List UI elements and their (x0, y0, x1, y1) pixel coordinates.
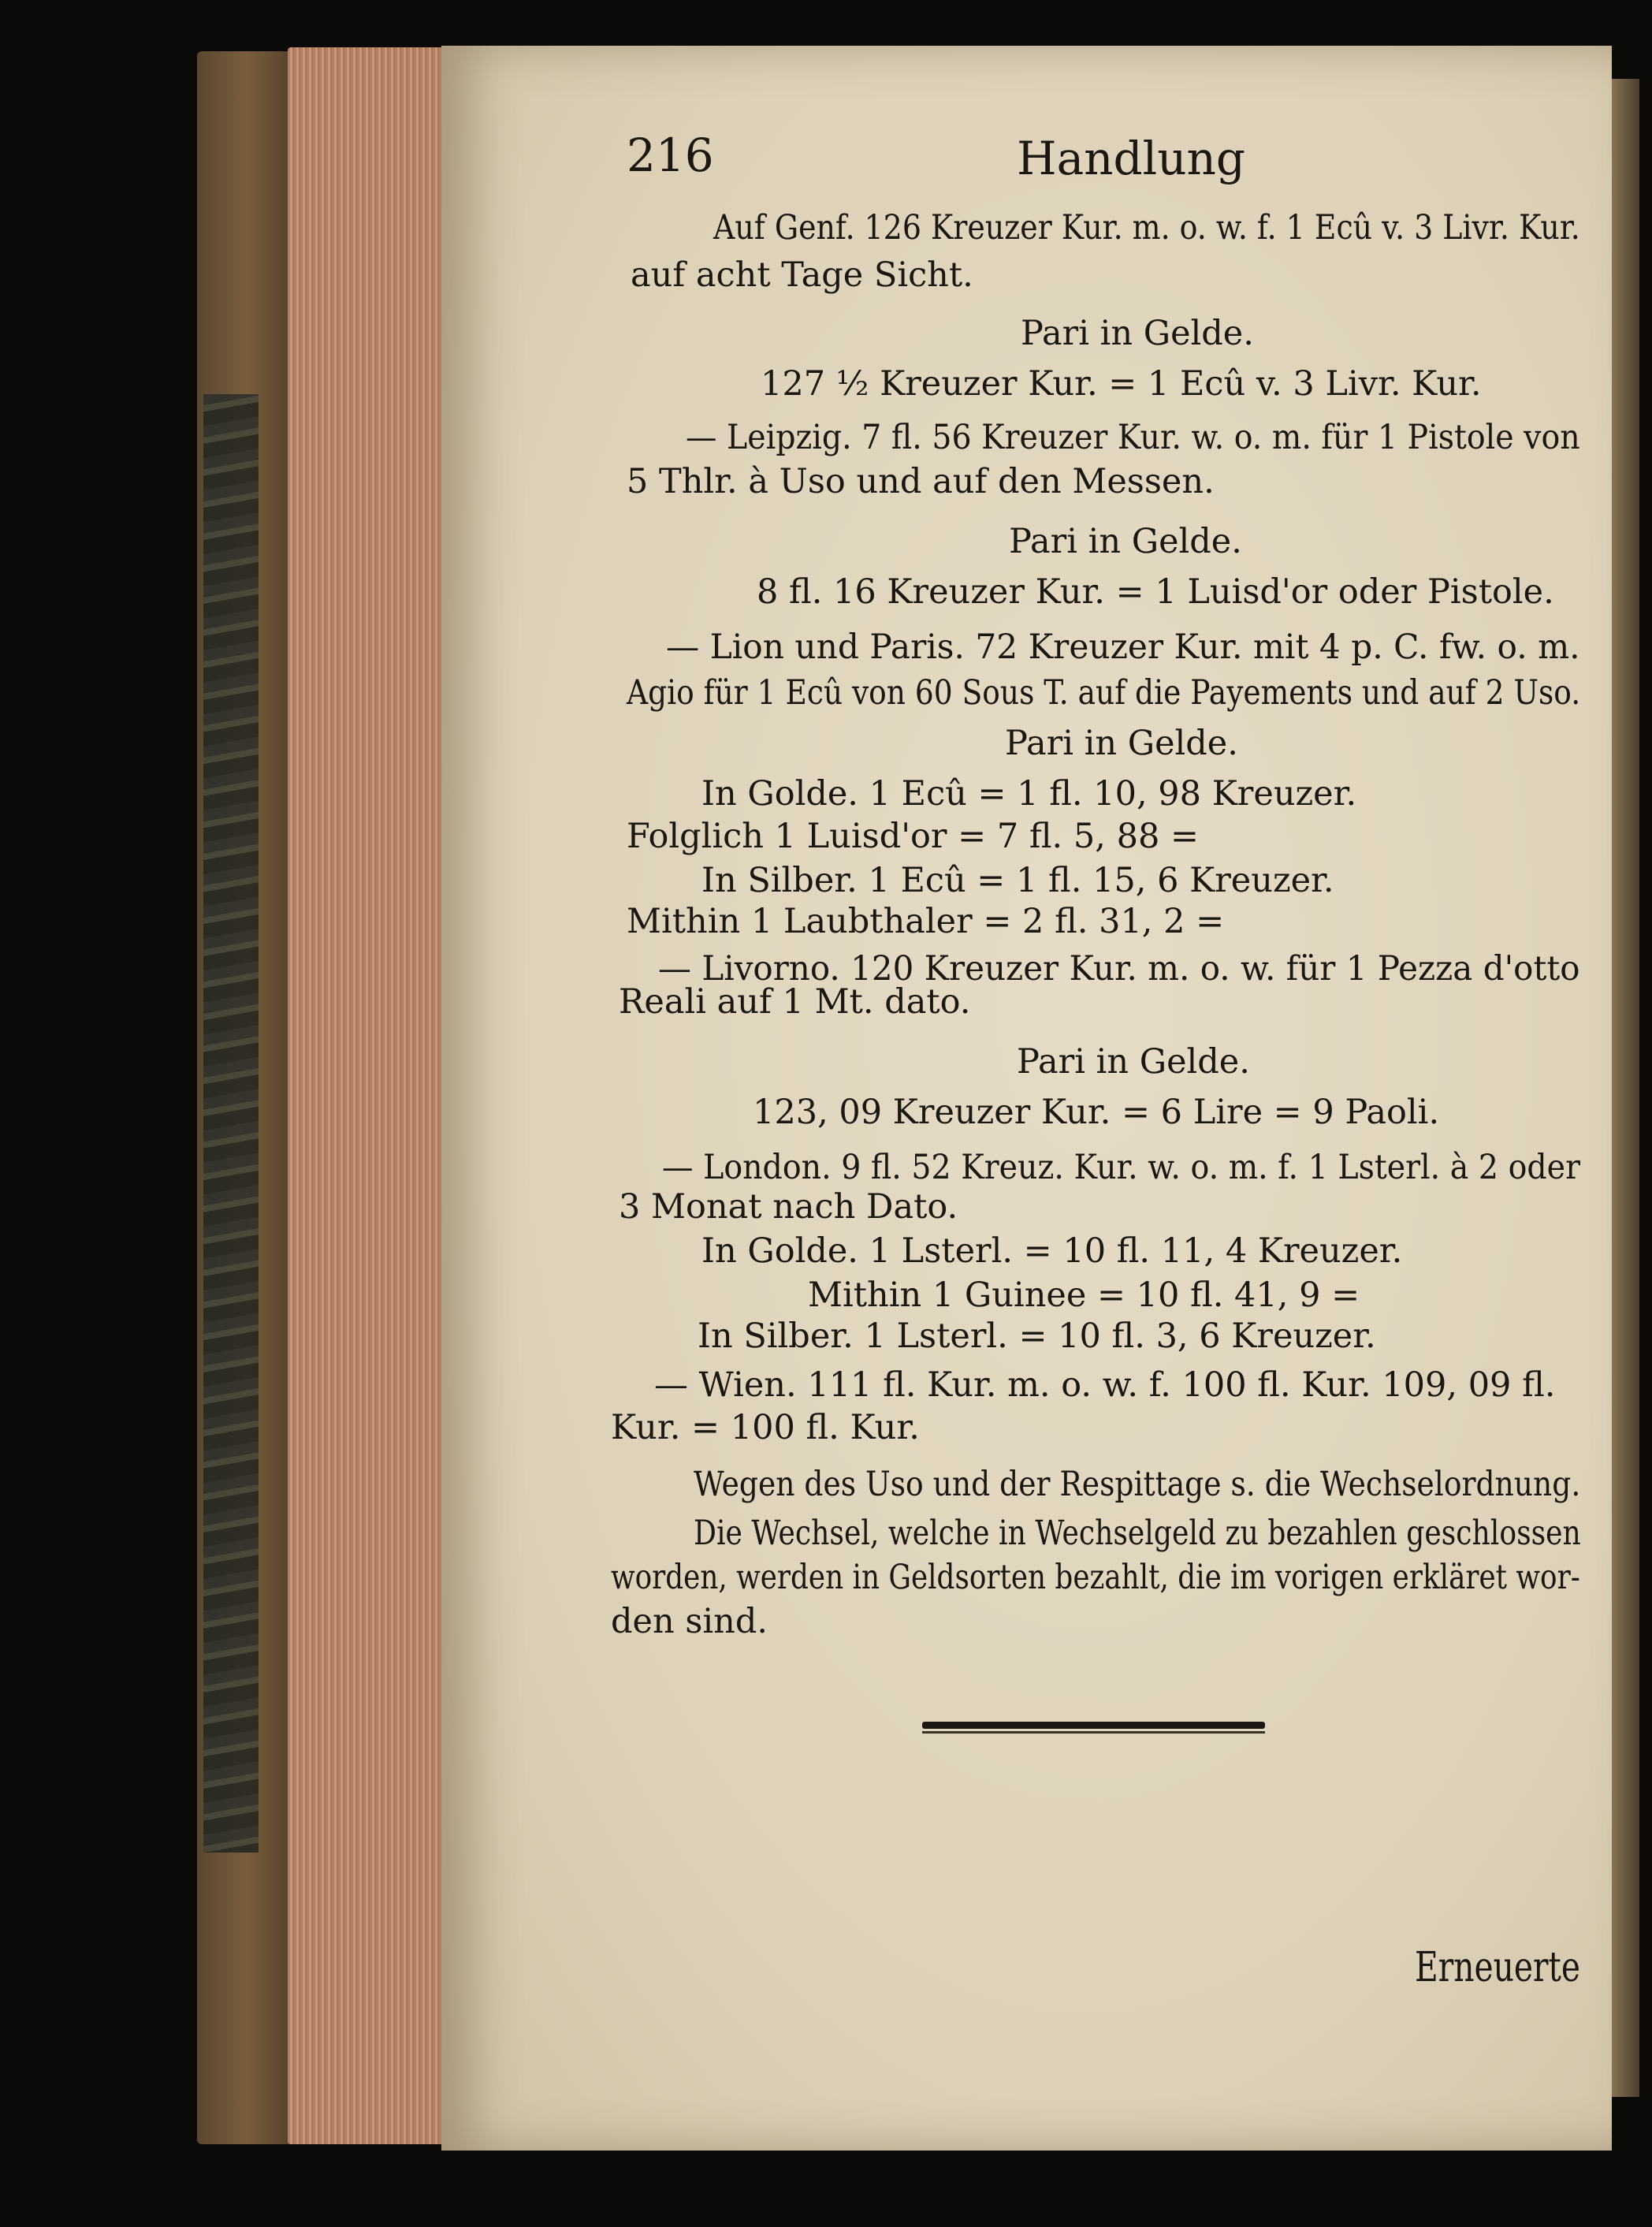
section-heading: Pari in Gelde. (1009, 522, 1242, 561)
text-line: Mithin 1 Laubthaler = 2 fl. 31, 2 = (627, 902, 1225, 941)
running-head: Handlung (1017, 132, 1246, 185)
text-line: In Golde. 1 Ecû = 1 fl. 10, 98 Kreuzer. (701, 774, 1357, 814)
text-line: — Leipzig. 7 fl. 56 Kreuzer Kur. w. o. m. für 1 Pistole von (686, 418, 1580, 457)
text-line: 3 Monat nach Dato. (619, 1187, 958, 1227)
text-line: 5 Thlr. à Uso und auf den Messen. (627, 462, 1215, 501)
text-line: In Golde. 1 Lsterl. = 10 fl. 11, 4 Kreuzer. (701, 1231, 1403, 1271)
text-line: — Livorno. 120 Kreuzer Kur. m. o. w. für 1 Pezza d'otto (658, 949, 1580, 989)
section-divider-rule (922, 1731, 1265, 1734)
text-line: 123, 09 Kreuzer Kur. = 6 Lire = 9 Paoli. (753, 1093, 1440, 1132)
text-line: In Silber. 1 Lsterl. = 10 fl. 3, 6 Kreuzer. (698, 1316, 1376, 1356)
text-line: auf acht Tage Sicht. (631, 255, 973, 295)
text-line: 127 ½ Kreuzer Kur. = 1 Ecû v. 3 Livr. Kur. (761, 364, 1482, 404)
text-line: Folglich 1 Luisd'or = 7 fl. 5, 88 = (627, 817, 1200, 856)
facing-page-edge (1608, 79, 1639, 2097)
text-line: Die Wechsel, welche in Wechselgeld zu bezahlen geschlossen (694, 1514, 1581, 1553)
page-edges (288, 47, 461, 2144)
text-line: Agio für 1 Ecû von 60 Sous T. auf die Payements und auf 2 Uso. (627, 673, 1581, 713)
text-line: — Wien. 111 fl. Kur. m. o. w. f. 100 fl. Kur. 109, 09 fl. (654, 1365, 1556, 1405)
text-line: Wegen des Uso und der Respittage s. die Wechselordnung. (694, 1465, 1581, 1504)
text-line: 8 fl. 16 Kreuzer Kur. = 1 Luisd'or oder Pistole. (757, 572, 1554, 612)
section-heading: Pari in Gelde. (1005, 724, 1238, 763)
text-line: — London. 9 fl. 52 Kreuz. Kur. w. o. m. f. 1 Lsterl. à 2 oder (662, 1148, 1580, 1187)
marbled-cover-edge (203, 394, 259, 1853)
text-line: Reali auf 1 Mt. dato. (619, 982, 971, 1022)
text-line: worden, werden in Geldsorten bezahlt, die im vorigen erkläret wor- (611, 1558, 1580, 1597)
text-line: Kur. = 100 fl. Kur. (611, 1408, 920, 1447)
section-heading: Pari in Gelde. (1017, 1042, 1250, 1082)
section-heading: Pari in Gelde. (1021, 314, 1254, 353)
section-divider-rule (922, 1722, 1265, 1729)
text-line: Auf Genf. 126 Kreuzer Kur. m. o. w. f. 1 Ecû v. 3 Livr. Kur. (713, 208, 1580, 248)
text-line: Mithin 1 Guinee = 10 fl. 41, 9 = (808, 1275, 1360, 1315)
text-line: — Lion und Paris. 72 Kreuzer Kur. mit 4 p. C. fw. o. m. (666, 628, 1580, 667)
text-line: In Silber. 1 Ecû = 1 fl. 15, 6 Kreuzer. (701, 861, 1334, 900)
text-line: den sind. (611, 1602, 768, 1641)
catchword: Erneuerte (1415, 1944, 1581, 1991)
page-number: 216 (627, 128, 714, 182)
